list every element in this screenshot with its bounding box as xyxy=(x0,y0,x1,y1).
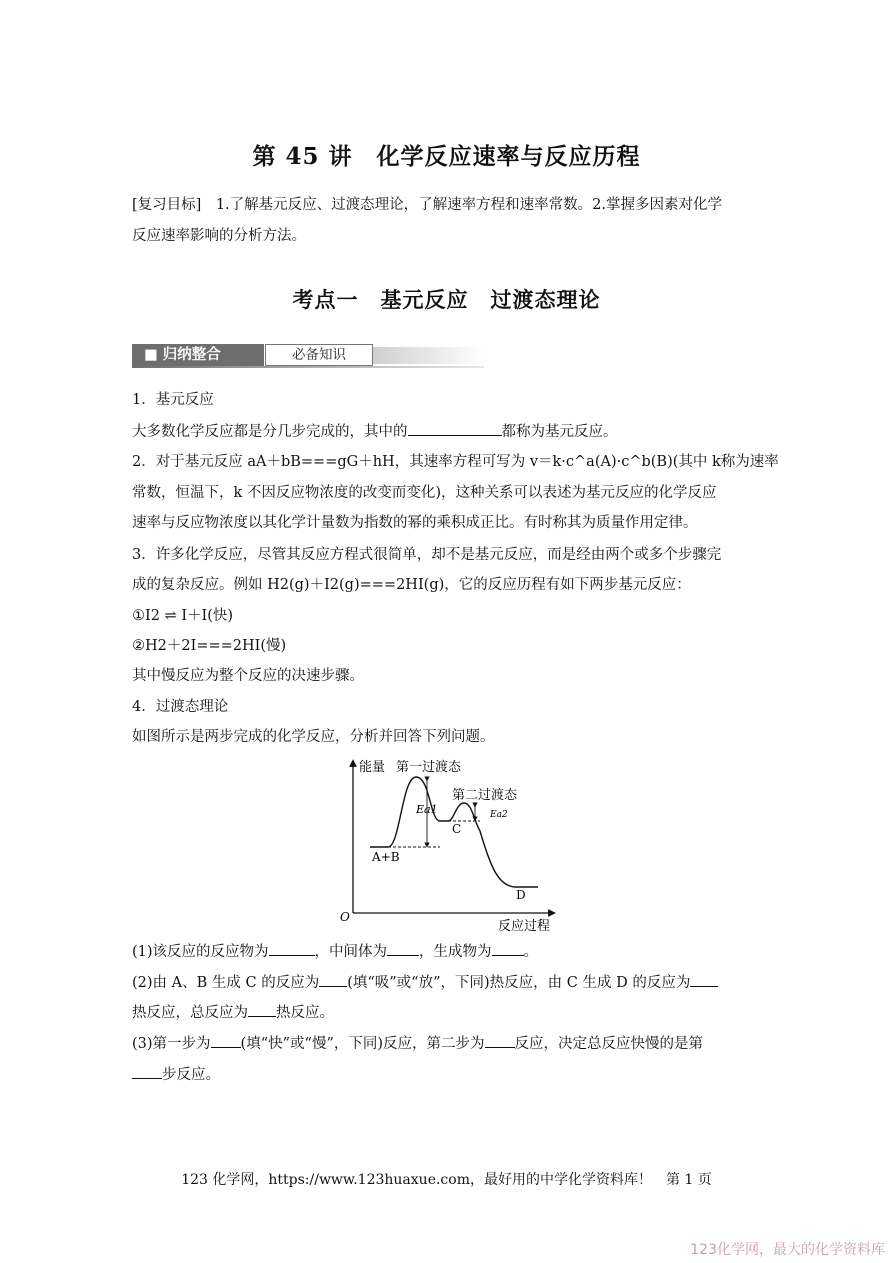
p3-equation: H2(g)＋I2(g)===2HI(g) xyxy=(267,577,445,593)
banner-gradient xyxy=(373,347,484,364)
p3-step1: ①I2 ⇌ I＋I(快) xyxy=(132,608,234,624)
q2-blank-1 xyxy=(319,972,347,987)
q3-blank-1 xyxy=(211,1033,241,1048)
question-3-line2 xyxy=(132,1064,220,1085)
question-3-line1 xyxy=(132,1033,703,1054)
question-2-line2 xyxy=(132,1002,334,1023)
q1-blank-intermediate xyxy=(387,941,419,956)
y-axis-label: 能量 xyxy=(359,760,386,775)
p2-text-a: 2．对于基元反应 xyxy=(132,454,248,470)
intermediate-label: C xyxy=(452,822,462,836)
q2-text-b: (填“吸”或“放”，下同)热反应，由 C 生成 D 的反应为 xyxy=(347,975,691,991)
watermark: 123化学网，最大的化学资料库 xyxy=(690,1242,885,1258)
p2-rate-equation: v＝k·c^a(A)·c^b(B) xyxy=(529,454,673,470)
p2-line1 xyxy=(132,452,779,472)
q3-text-b: (填“快”或“慢”，下同)反应，第二步为 xyxy=(240,1036,485,1052)
p2-line2: 常数，恒温下，k 不因反应物浓度的改变而变化)，这种关系可以表述为基元反应的化学反应 xyxy=(132,485,717,501)
p1-heading: 1．基元反应 xyxy=(132,392,214,408)
x-axis-label: 反应过程 xyxy=(498,919,551,934)
q2-text-d: 热反应。 xyxy=(276,1005,334,1021)
p3-step2: ②H2＋2I===2HI(慢) xyxy=(132,638,287,654)
p2-text-b: ，其速率方程可写为 xyxy=(394,454,530,470)
question-2-line1 xyxy=(132,972,718,993)
page-title: 第 45 讲 化学反应速率与反应历程 xyxy=(252,143,641,170)
p3-text-a: 成的复杂反应。例如 xyxy=(132,577,268,593)
q1-text-a: (1)该反应的反应物为 xyxy=(132,944,269,960)
ea2-label: Ea2 xyxy=(490,810,508,820)
q2-blank-3 xyxy=(248,1002,276,1017)
review-goals-line2: 反应速率影响的分析方法。 xyxy=(132,228,306,244)
q2-text-a: (2)由 A、B 生成 C 的反应为 xyxy=(132,975,320,991)
ts1-label: 第一过渡态 xyxy=(396,760,462,775)
p1-text-b: 都称为基元反应。 xyxy=(501,424,618,440)
p2-equation: aA＋bB===gG＋hH xyxy=(247,454,395,470)
ts2-label: 第二过渡态 xyxy=(452,788,518,803)
blank-1 xyxy=(408,421,502,436)
section-title: 考点一 基元反应 过渡态理论 xyxy=(292,287,601,312)
p3-text-b: ，它的反应历程有如下两步基元反应： xyxy=(444,577,691,593)
p1-body xyxy=(132,421,618,442)
q2-text-c: 热反应，总反应为 xyxy=(132,1005,248,1021)
banner-tag: 必备知识 xyxy=(265,344,373,366)
p4-heading: 4．过渡态理论 xyxy=(132,699,229,715)
p1-text-a: 大多数化学反应都是分几步完成的，其中的 xyxy=(132,424,408,440)
q2-blank-2 xyxy=(690,972,718,987)
q3-blank-2 xyxy=(485,1033,515,1048)
q1-blank-product xyxy=(492,941,524,956)
p3-line2 xyxy=(132,575,691,595)
page-footer: 123 化学网，https://www.123huaxue.com，最好用的中学化学资料库！ 第 1 页 xyxy=(181,1172,712,1188)
q1-text-b: ，中间体为 xyxy=(314,944,388,960)
ea1-label: Ea1 xyxy=(416,803,438,816)
p2-text-c: (其中 k称为速率 xyxy=(672,454,779,470)
reactants-label: A+B xyxy=(372,850,400,864)
question-1 xyxy=(132,941,538,962)
p3-line1: 3．许多化学反应，尽管其反应方程式很简单，却不是基元反应，而是经由两个或多个步骤完 xyxy=(132,547,722,563)
product-label: D xyxy=(516,888,526,902)
p2-line3: 速率与反应物浓度以其化学计量数为指数的幂的乘积成正比。有时称其为质量作用定律。 xyxy=(132,515,698,531)
banner-main-label: ■ 归纳整合 xyxy=(132,344,264,366)
p4-intro: 如图所示是两步完成的化学反应，分析并回答下列问题。 xyxy=(132,729,495,745)
q3-blank-3 xyxy=(132,1064,162,1079)
energy-diagram xyxy=(330,755,570,935)
q3-text-a: (3)第一步为 xyxy=(132,1036,211,1052)
origin-label: O xyxy=(340,910,350,924)
q3-text-d: 步反应。 xyxy=(162,1067,220,1083)
review-goals-line1: [复习目标] 1.了解基元反应、过渡态理论，了解速率方程和速率常数。2.掌握多因素对化学 xyxy=(132,197,722,213)
p3-note: 其中慢反应为整个反应的决速步骤。 xyxy=(132,668,364,684)
q1-text-c: ，生成物为 xyxy=(419,944,492,960)
q3-text-c: 反应，决定总反应快慢的是第 xyxy=(514,1036,704,1052)
q1-text-d: 。 xyxy=(523,944,539,960)
section-banner xyxy=(132,342,484,368)
banner-underline xyxy=(132,366,484,368)
q1-blank-reactant xyxy=(269,941,315,956)
